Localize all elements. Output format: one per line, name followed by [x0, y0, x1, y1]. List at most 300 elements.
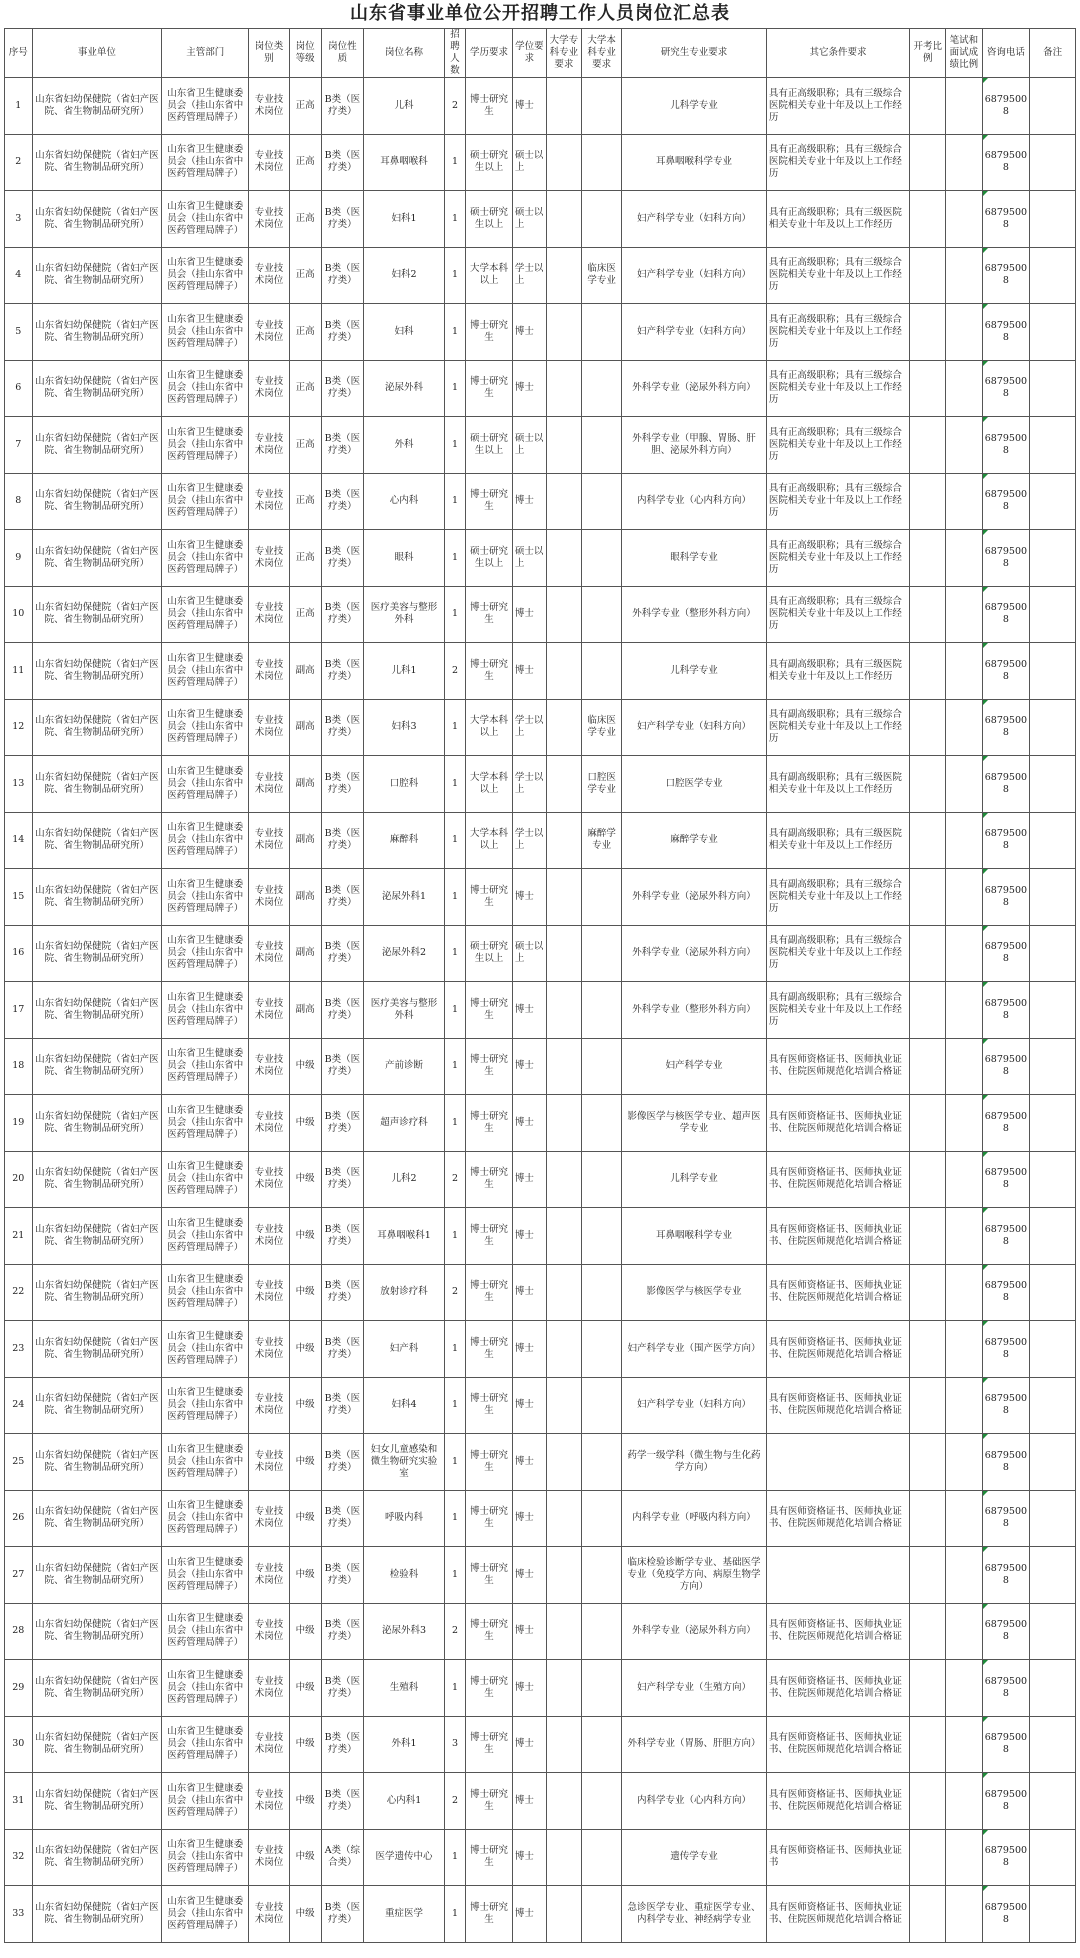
cell-grad-major: 妇产科学专业（妇科方向）: [622, 247, 767, 304]
cell-bachelor-major: [581, 304, 621, 361]
cell-score-ratio: [946, 586, 982, 643]
cell-degree: 博士: [512, 360, 546, 417]
header-post: 岗位名称: [364, 29, 445, 78]
cell-no: 28: [5, 1603, 33, 1660]
cell-ratio: [910, 982, 946, 1039]
cell-category: 专业技术岗位: [249, 869, 289, 926]
cell-dept: 山东省卫生健康委员会（挂山东省中医药管理局牌子）: [162, 925, 249, 982]
cell-college-major: [546, 247, 581, 304]
cell-level: 副高: [289, 925, 321, 982]
cell-nature: B类（医疗类）: [321, 191, 364, 248]
cell-num: 1: [444, 1660, 465, 1717]
cell-no: 4: [5, 247, 33, 304]
cell-nature: B类（医疗类）: [321, 812, 364, 869]
cell-dept: 山东省卫生健康委员会（挂山东省中医药管理局牌子）: [162, 1603, 249, 1660]
cell-level: 正高: [289, 586, 321, 643]
cell-note: [1030, 191, 1076, 248]
cell-ratio: [910, 1095, 946, 1152]
cell-num: 1: [444, 869, 465, 926]
cell-level: 中级: [289, 1151, 321, 1208]
cell-degree: 博士: [512, 1095, 546, 1152]
cell-post: 泌尿外科1: [364, 869, 445, 926]
table-row: [5, 134, 1076, 191]
cell-ratio: [910, 1264, 946, 1321]
cell-num: 2: [444, 1264, 465, 1321]
cell-level: 副高: [289, 869, 321, 926]
cell-post: 生殖科: [364, 1660, 445, 1717]
cell-note: [1030, 1829, 1076, 1886]
header-edu: 学历要求: [466, 29, 513, 78]
cell-edu: 硕士研究生以上: [466, 134, 513, 191]
cell-grad-major: 外科学专业（泌尿外科方向）: [622, 360, 767, 417]
cell-college-major: [546, 1377, 581, 1434]
cell-edu: 大学本科以上: [466, 812, 513, 869]
cell-ratio: [910, 1603, 946, 1660]
cell-other: 具有正高级职称；具有三级综合医院相关专业十年及以上工作经历: [766, 417, 909, 474]
cell-dept: 山东省卫生健康委员会（挂山东省中医药管理局牌子）: [162, 473, 249, 530]
cell-level: 中级: [289, 1321, 321, 1378]
cell-score-ratio: [946, 1208, 982, 1265]
cell-no: 26: [5, 1490, 33, 1547]
cell-category: 专业技术岗位: [249, 1886, 289, 1943]
cell-degree: 博士: [512, 869, 546, 926]
cell-college-major: [546, 360, 581, 417]
cell-dept: 山东省卫生健康委员会（挂山东省中医药管理局牌子）: [162, 1829, 249, 1886]
table-row: [5, 643, 1076, 700]
cell-no: 13: [5, 756, 33, 813]
cell-nature: B类（医疗类）: [321, 1038, 364, 1095]
cell-note: [1030, 78, 1076, 135]
cell-num: 1: [444, 191, 465, 248]
cell-score-ratio: [946, 78, 982, 135]
cell-unit: 山东省妇幼保健院（省妇产医院、省生物制品研究所）: [32, 191, 162, 248]
cell-nature: B类（医疗类）: [321, 925, 364, 982]
cell-level: 中级: [289, 1377, 321, 1434]
cell-dept: 山东省卫生健康委员会（挂山东省中医药管理局牌子）: [162, 869, 249, 926]
cell-phone: 68795008: [982, 473, 1030, 530]
cell-num: 1: [444, 247, 465, 304]
cell-bachelor-major: [581, 1660, 621, 1717]
cell-college-major: [546, 982, 581, 1039]
cell-nature: B类（医疗类）: [321, 1321, 364, 1378]
cell-level: 中级: [289, 1886, 321, 1943]
cell-college-major: [546, 586, 581, 643]
cell-bachelor-major: [581, 1264, 621, 1321]
cell-grad-major: 影像医学与核医学专业: [622, 1264, 767, 1321]
cell-category: 专业技术岗位: [249, 982, 289, 1039]
cell-score-ratio: [946, 247, 982, 304]
cell-edu: 硕士研究生以上: [466, 530, 513, 587]
cell-unit: 山东省妇幼保健院（省妇产医院、省生物制品研究所）: [32, 417, 162, 474]
cell-other: 具有正高级职称；具有三级综合医院相关专业十年及以上工作经历: [766, 304, 909, 361]
cell-score-ratio: [946, 304, 982, 361]
cell-other: 具有医师资格证书、医师执业证书、住院医师规范化培训合格证: [766, 1603, 909, 1660]
cell-note: [1030, 1434, 1076, 1491]
cell-other: 具有医师资格证书、医师执业证书、住院医师规范化培训合格证: [766, 1208, 909, 1265]
cell-ratio: [910, 1716, 946, 1773]
cell-category: 专业技术岗位: [249, 1038, 289, 1095]
cell-num: 1: [444, 1434, 465, 1491]
cell-phone: 68795008: [982, 699, 1030, 756]
cell-post: 儿科2: [364, 1151, 445, 1208]
cell-bachelor-major: [581, 1773, 621, 1830]
cell-other: 具有医师资格证书、医师执业证书、住院医师规范化培训合格证: [766, 1038, 909, 1095]
cell-other: 具有副高级职称；具有三级医院相关专业十年及以上工作经历: [766, 812, 909, 869]
table-row: [5, 1377, 1076, 1434]
header-num: 招聘人数: [444, 29, 465, 78]
cell-nature: B类（医疗类）: [321, 304, 364, 361]
cell-nature: B类（医疗类）: [321, 417, 364, 474]
header-degree: 学位要求: [512, 29, 546, 78]
cell-level: 中级: [289, 1773, 321, 1830]
cell-unit: 山东省妇幼保健院（省妇产医院、省生物制品研究所）: [32, 473, 162, 530]
cell-num: 1: [444, 417, 465, 474]
cell-level: 中级: [289, 1829, 321, 1886]
cell-dept: 山东省卫生健康委员会（挂山东省中医药管理局牌子）: [162, 812, 249, 869]
cell-bachelor-major: [581, 1377, 621, 1434]
cell-grad-major: 儿科学专业: [622, 1151, 767, 1208]
cell-degree: 博士: [512, 304, 546, 361]
cell-nature: B类（医疗类）: [321, 530, 364, 587]
cell-post: 心内科1: [364, 1773, 445, 1830]
cell-bachelor-major: [581, 1886, 621, 1943]
cell-college-major: [546, 1264, 581, 1321]
cell-dept: 山东省卫生健康委员会（挂山东省中医药管理局牌子）: [162, 1886, 249, 1943]
cell-ratio: [910, 247, 946, 304]
cell-college-major: [546, 1716, 581, 1773]
cell-unit: 山东省妇幼保健院（省妇产医院、省生物制品研究所）: [32, 1603, 162, 1660]
cell-other: 具有正高级职称；具有三级综合医院相关专业十年及以上工作经历: [766, 473, 909, 530]
table-row: [5, 1886, 1076, 1943]
cell-degree: 硕士以上: [512, 417, 546, 474]
cell-edu: 博士研究生: [466, 1886, 513, 1943]
cell-no: 19: [5, 1095, 33, 1152]
cell-note: [1030, 812, 1076, 869]
cell-ratio: [910, 1434, 946, 1491]
cell-degree: 博士: [512, 1603, 546, 1660]
cell-no: 22: [5, 1264, 33, 1321]
cell-college-major: [546, 473, 581, 530]
cell-no: 29: [5, 1660, 33, 1717]
cell-phone: 68795008: [982, 643, 1030, 700]
cell-degree: 学士以上: [512, 699, 546, 756]
cell-edu: 博士研究生: [466, 1603, 513, 1660]
cell-post: 重症医学: [364, 1886, 445, 1943]
cell-score-ratio: [946, 982, 982, 1039]
cell-unit: 山东省妇幼保健院（省妇产医院、省生物制品研究所）: [32, 1095, 162, 1152]
cell-grad-major: 外科学专业（泌尿外科方向）: [622, 869, 767, 926]
header-college-major: 大学专科专业要求: [546, 29, 581, 78]
cell-edu: 博士研究生: [466, 1095, 513, 1152]
cell-dept: 山东省卫生健康委员会（挂山东省中医药管理局牌子）: [162, 1038, 249, 1095]
cell-grad-major: 外科学专业（胃肠、肝胆方向）: [622, 1716, 767, 1773]
cell-category: 专业技术岗位: [249, 1434, 289, 1491]
cell-level: 正高: [289, 78, 321, 135]
cell-post: 妇产科: [364, 1321, 445, 1378]
cell-nature: B类（医疗类）: [321, 1095, 364, 1152]
cell-no: 20: [5, 1151, 33, 1208]
cell-other: 具有正高级职称；具有三级综合医院相关专业十年及以上工作经历: [766, 586, 909, 643]
cell-num: 1: [444, 925, 465, 982]
cell-num: 1: [444, 1095, 465, 1152]
cell-other: 具有医师资格证书、医师执业证书、住院医师规范化培训合格证: [766, 1264, 909, 1321]
table-row: [5, 78, 1076, 135]
cell-college-major: [546, 530, 581, 587]
cell-unit: 山东省妇幼保健院（省妇产医院、省生物制品研究所）: [32, 1321, 162, 1378]
cell-num: 1: [444, 699, 465, 756]
table-row: [5, 1773, 1076, 1830]
cell-unit: 山东省妇幼保健院（省妇产医院、省生物制品研究所）: [32, 134, 162, 191]
cell-college-major: [546, 699, 581, 756]
cell-num: 1: [444, 1321, 465, 1378]
cell-other: 具有副高级职称；具有三级综合医院相关专业十年及以上工作经历: [766, 982, 909, 1039]
cell-degree: 博士: [512, 473, 546, 530]
cell-ratio: [910, 134, 946, 191]
cell-level: 副高: [289, 982, 321, 1039]
cell-ratio: [910, 1490, 946, 1547]
cell-score-ratio: [946, 1716, 982, 1773]
cell-phone: 68795008: [982, 925, 1030, 982]
cell-phone: 68795008: [982, 247, 1030, 304]
cell-score-ratio: [946, 869, 982, 926]
cell-ratio: [910, 304, 946, 361]
cell-post: 医学遗传中心: [364, 1829, 445, 1886]
cell-unit: 山东省妇幼保健院（省妇产医院、省生物制品研究所）: [32, 247, 162, 304]
cell-edu: 博士研究生: [466, 1264, 513, 1321]
cell-level: 副高: [289, 756, 321, 813]
cell-ratio: [910, 417, 946, 474]
cell-no: 31: [5, 1773, 33, 1830]
cell-category: 专业技术岗位: [249, 1208, 289, 1265]
cell-unit: 山东省妇幼保健院（省妇产医院、省生物制品研究所）: [32, 304, 162, 361]
cell-category: 专业技术岗位: [249, 1547, 289, 1604]
cell-num: 1: [444, 1829, 465, 1886]
cell-note: [1030, 360, 1076, 417]
cell-num: 1: [444, 1038, 465, 1095]
cell-post: 耳鼻咽喉科1: [364, 1208, 445, 1265]
cell-unit: 山东省妇幼保健院（省妇产医院、省生物制品研究所）: [32, 1773, 162, 1830]
cell-degree: 博士: [512, 1264, 546, 1321]
cell-grad-major: 急诊医学专业、重症医学专业、内科学专业、神经病学专业: [622, 1886, 767, 1943]
cell-edu: 博士研究生: [466, 1038, 513, 1095]
cell-grad-major: 内科学专业（心内科方向）: [622, 1773, 767, 1830]
cell-nature: B类（医疗类）: [321, 756, 364, 813]
header-phone: 咨询电话: [982, 29, 1030, 78]
cell-grad-major: 外科学专业（整形外科方向）: [622, 982, 767, 1039]
cell-note: [1030, 1264, 1076, 1321]
cell-college-major: [546, 925, 581, 982]
cell-bachelor-major: [581, 1716, 621, 1773]
cell-college-major: [546, 1151, 581, 1208]
cell-bachelor-major: [581, 1490, 621, 1547]
cell-dept: 山东省卫生健康委员会（挂山东省中医药管理局牌子）: [162, 643, 249, 700]
cell-edu: 博士研究生: [466, 1208, 513, 1265]
cell-note: [1030, 1095, 1076, 1152]
cell-nature: B类（医疗类）: [321, 1434, 364, 1491]
cell-post: 医疗美容与整形外科: [364, 586, 445, 643]
cell-dept: 山东省卫生健康委员会（挂山东省中医药管理局牌子）: [162, 134, 249, 191]
header-ratio: 开考比例: [910, 29, 946, 78]
cell-degree: 博士: [512, 78, 546, 135]
cell-dept: 山东省卫生健康委员会（挂山东省中医药管理局牌子）: [162, 1208, 249, 1265]
cell-post: 呼吸内科: [364, 1490, 445, 1547]
cell-no: 7: [5, 417, 33, 474]
cell-unit: 山东省妇幼保健院（省妇产医院、省生物制品研究所）: [32, 982, 162, 1039]
header-category: 岗位类别: [249, 29, 289, 78]
table-row: [5, 1547, 1076, 1604]
cell-edu: 硕士研究生以上: [466, 191, 513, 248]
cell-grad-major: 外科学专业（甲腺、胃肠、肝胆、泌尿外科方向）: [622, 417, 767, 474]
cell-edu: 大学本科以上: [466, 247, 513, 304]
cell-ratio: [910, 191, 946, 248]
cell-bachelor-major: [581, 417, 621, 474]
cell-level: 正高: [289, 134, 321, 191]
cell-other: 具有医师资格证书、医师执业证书、住院医师规范化培训合格证: [766, 1886, 909, 1943]
cell-note: [1030, 925, 1076, 982]
cell-nature: B类（医疗类）: [321, 869, 364, 926]
cell-edu: 硕士研究生以上: [466, 925, 513, 982]
cell-category: 专业技术岗位: [249, 1264, 289, 1321]
cell-phone: 68795008: [982, 1773, 1030, 1830]
cell-nature: B类（医疗类）: [321, 360, 364, 417]
cell-score-ratio: [946, 1490, 982, 1547]
cell-num: 1: [444, 530, 465, 587]
cell-no: 6: [5, 360, 33, 417]
cell-nature: A类（综合类）: [321, 1829, 364, 1886]
cell-num: 2: [444, 1603, 465, 1660]
cell-dept: 山东省卫生健康委员会（挂山东省中医药管理局牌子）: [162, 756, 249, 813]
cell-post: 妇科: [364, 304, 445, 361]
cell-ratio: [910, 925, 946, 982]
cell-college-major: [546, 756, 581, 813]
cell-level: 中级: [289, 1603, 321, 1660]
cell-grad-major: 妇产科学专业（妇科方向）: [622, 304, 767, 361]
cell-post: 外科1: [364, 1716, 445, 1773]
cell-category: 专业技术岗位: [249, 247, 289, 304]
cell-phone: 68795008: [982, 1095, 1030, 1152]
cell-nature: B类（医疗类）: [321, 699, 364, 756]
cell-phone: 68795008: [982, 134, 1030, 191]
cell-num: 1: [444, 1490, 465, 1547]
cell-dept: 山东省卫生健康委员会（挂山东省中医药管理局牌子）: [162, 530, 249, 587]
cell-grad-major: 外科学专业（泌尿外科方向）: [622, 925, 767, 982]
cell-unit: 山东省妇幼保健院（省妇产医院、省生物制品研究所）: [32, 1434, 162, 1491]
cell-num: 1: [444, 756, 465, 813]
cell-edu: 博士研究生: [466, 1716, 513, 1773]
cell-unit: 山东省妇幼保健院（省妇产医院、省生物制品研究所）: [32, 1547, 162, 1604]
cell-num: 2: [444, 1773, 465, 1830]
cell-note: [1030, 473, 1076, 530]
cell-bachelor-major: [581, 982, 621, 1039]
cell-no: 15: [5, 869, 33, 926]
cell-score-ratio: [946, 925, 982, 982]
cell-other: 具有正高级职称；具有三级综合医院相关专业十年及以上工作经历: [766, 78, 909, 135]
cell-post: 妇科2: [364, 247, 445, 304]
cell-ratio: [910, 1377, 946, 1434]
cell-phone: 68795008: [982, 812, 1030, 869]
cell-bachelor-major: [581, 78, 621, 135]
cell-note: [1030, 982, 1076, 1039]
table-row: [5, 304, 1076, 361]
cell-num: 1: [444, 812, 465, 869]
cell-college-major: [546, 1829, 581, 1886]
cell-no: 3: [5, 191, 33, 248]
header-other: 其它条件要求: [766, 29, 909, 78]
cell-dept: 山东省卫生健康委员会（挂山东省中医药管理局牌子）: [162, 360, 249, 417]
cell-post: 麻醉科: [364, 812, 445, 869]
cell-phone: 68795008: [982, 1829, 1030, 1886]
table-row: [5, 1660, 1076, 1717]
cell-other: [766, 1434, 909, 1491]
cell-num: 1: [444, 473, 465, 530]
cell-other: 具有医师资格证书、医师执业证书、住院医师规范化培训合格证: [766, 1095, 909, 1152]
cell-score-ratio: [946, 643, 982, 700]
cell-post: 泌尿外科2: [364, 925, 445, 982]
cell-post: 外科: [364, 417, 445, 474]
cell-post: 儿科1: [364, 643, 445, 700]
cell-grad-major: 麻醉学专业: [622, 812, 767, 869]
cell-nature: B类（医疗类）: [321, 1886, 364, 1943]
cell-nature: B类（医疗类）: [321, 78, 364, 135]
cell-note: [1030, 1490, 1076, 1547]
cell-dept: 山东省卫生健康委员会（挂山东省中医药管理局牌子）: [162, 1490, 249, 1547]
cell-nature: B类（医疗类）: [321, 643, 364, 700]
cell-category: 专业技术岗位: [249, 812, 289, 869]
cell-nature: B类（医疗类）: [321, 1490, 364, 1547]
cell-level: 正高: [289, 417, 321, 474]
cell-college-major: [546, 304, 581, 361]
cell-score-ratio: [946, 134, 982, 191]
table-row: [5, 191, 1076, 248]
cell-note: [1030, 869, 1076, 926]
table-row: [5, 1603, 1076, 1660]
cell-post: 妇科1: [364, 191, 445, 248]
cell-no: 1: [5, 78, 33, 135]
cell-dept: 山东省卫生健康委员会（挂山东省中医药管理局牌子）: [162, 1434, 249, 1491]
cell-edu: 博士研究生: [466, 473, 513, 530]
cell-college-major: [546, 1095, 581, 1152]
cell-other: 具有正高级职称；具有三级综合医院相关专业十年及以上工作经历: [766, 247, 909, 304]
cell-unit: 山东省妇幼保健院（省妇产医院、省生物制品研究所）: [32, 869, 162, 926]
header-no: 序号: [5, 29, 33, 78]
cell-dept: 山东省卫生健康委员会（挂山东省中医药管理局牌子）: [162, 1095, 249, 1152]
cell-phone: 68795008: [982, 304, 1030, 361]
cell-other: 具有正高级职称；具有三级综合医院相关专业十年及以上工作经历: [766, 530, 909, 587]
cell-dept: 山东省卫生健康委员会（挂山东省中医药管理局牌子）: [162, 1660, 249, 1717]
cell-degree: 博士: [512, 1660, 546, 1717]
cell-category: 专业技术岗位: [249, 360, 289, 417]
cell-degree: 博士: [512, 1377, 546, 1434]
cell-dept: 山东省卫生健康委员会（挂山东省中医药管理局牌子）: [162, 417, 249, 474]
cell-ratio: [910, 812, 946, 869]
cell-num: 3: [444, 1716, 465, 1773]
cell-post: 检验科: [364, 1547, 445, 1604]
cell-score-ratio: [946, 1038, 982, 1095]
cell-bachelor-major: [581, 360, 621, 417]
cell-degree: 博士: [512, 586, 546, 643]
cell-edu: 博士研究生: [466, 1377, 513, 1434]
cell-degree: 博士: [512, 1886, 546, 1943]
cell-nature: B类（医疗类）: [321, 1660, 364, 1717]
cell-score-ratio: [946, 1773, 982, 1830]
cell-note: [1030, 1208, 1076, 1265]
cell-dept: 山东省卫生健康委员会（挂山东省中医药管理局牌子）: [162, 1321, 249, 1378]
cell-post: 心内科: [364, 473, 445, 530]
positions-table: [4, 28, 1076, 1943]
cell-level: 正高: [289, 304, 321, 361]
cell-unit: 山东省妇幼保健院（省妇产医院、省生物制品研究所）: [32, 530, 162, 587]
cell-post: 眼科: [364, 530, 445, 587]
